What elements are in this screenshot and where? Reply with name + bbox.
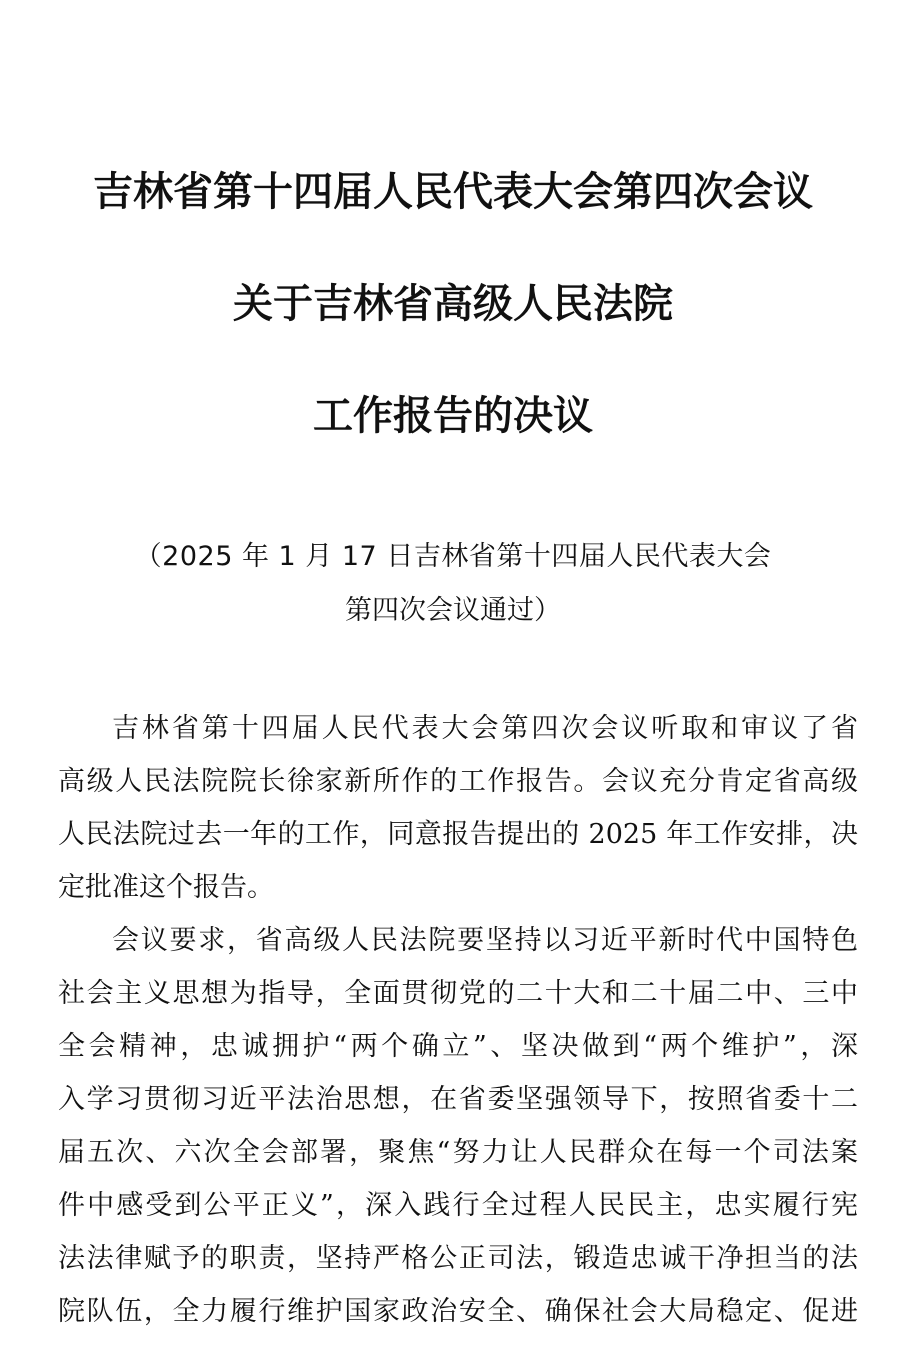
paragraph-line: 定批准这个报告。 [58, 872, 274, 903]
paragraph-line: 人民法院过去一年的工作，同意报告提出的 2025 年工作安排，决 [58, 819, 858, 850]
paragraph-line: 入学习贯彻习近平法治思想，在省委坚强领导下，按照省委十二 [58, 1084, 858, 1115]
paragraph-line: 会议要求，省高级人民法院要坚持以习近平新时代中国特色 [112, 925, 858, 956]
paragraph-2 [58, 914, 858, 1338]
paragraph-line: 件中感受到公平正义”，深入践行全过程人民民主，忠实履行宪 [58, 1190, 858, 1221]
adoption-note-line-1: （2025 年 1 月 17 日吉林省第十四届人民代表大会 [134, 541, 772, 572]
paragraph-line: 高级人民法院院长徐家新所作的工作报告。会议充分肯定省高级 [58, 766, 858, 797]
document-title-line-1: 吉林省第十四届人民代表大会第四次会议 [93, 168, 813, 215]
paragraph-line: 院队伍，全力履行维护国家政治安全、确保社会大局稳定、促进 [58, 1296, 858, 1327]
paragraph-line: 吉林省第十四届人民代表大会第四次会议听取和审议了省 [112, 713, 858, 744]
paragraph-line: 届五次、六次全会部署，聚焦“努力让人民群众在每一个司法案 [58, 1137, 858, 1168]
document-title-line-2: 关于吉林省高级人民法院 [233, 280, 673, 327]
paragraph-line: 法法律赋予的职责，坚持严格公正司法，锻造忠诚干净担当的法 [58, 1243, 858, 1274]
paragraph-line: 全会精神，忠诚拥护“两个确立”、坚决做到“两个维护”，深 [58, 1031, 858, 1062]
document-title-line-3: 工作报告的决议 [313, 392, 593, 439]
adoption-note-line-2: 第四次会议通过） [345, 595, 561, 626]
paragraph-1 [58, 702, 858, 914]
paragraph-line: 社会主义思想为指导，全面贯彻党的二十大和二十届二中、三中 [58, 978, 858, 1009]
